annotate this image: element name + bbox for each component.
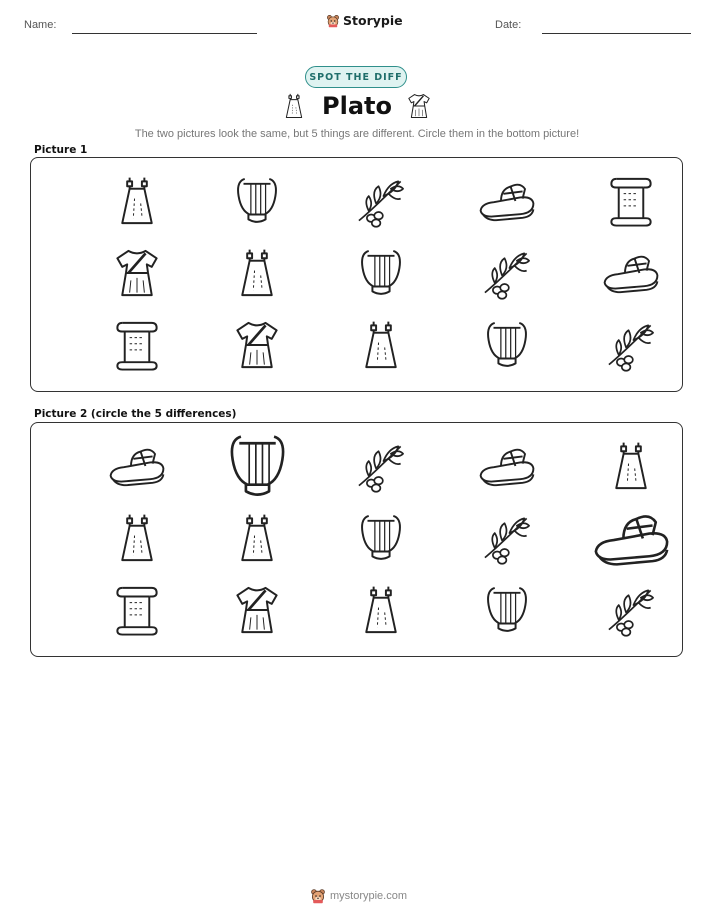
bear-icon: [310, 888, 326, 904]
sandal-icon[interactable]: [477, 439, 537, 493]
dress-icon: [107, 174, 167, 228]
picture-2-label: Picture 2 (circle the 5 differences): [34, 408, 237, 420]
date-label: Date:: [495, 19, 522, 31]
scroll-icon[interactable]: [107, 583, 167, 637]
instructions: The two pictures look the same, but 5 things are different. Circle them in the bottom picture!: [134, 128, 580, 140]
date-field[interactable]: [542, 33, 691, 34]
sandal-icon[interactable]: [591, 502, 672, 575]
sandal-icon: [601, 246, 661, 300]
page-title: Plato: [322, 92, 392, 120]
lyre-icon[interactable]: [477, 583, 537, 637]
dress-icon[interactable]: [227, 511, 287, 565]
lyre-icon[interactable]: [217, 430, 298, 503]
picture-1-label: Picture 1: [34, 144, 88, 156]
sandal-icon: [477, 174, 537, 228]
tunic-icon: [227, 318, 287, 372]
dress-icon[interactable]: [107, 511, 167, 565]
picture-1-panel: [30, 157, 683, 392]
lyre-icon: [477, 318, 537, 372]
scroll-icon: [601, 174, 661, 228]
sandal-icon[interactable]: [107, 439, 167, 493]
tunic-icon: [107, 246, 167, 300]
dress-icon[interactable]: [601, 439, 661, 493]
dress-icon: [351, 318, 411, 372]
spot-the-diff-badge: SPOT THE DIFF: [305, 66, 407, 88]
olive-branch-icon: [351, 174, 411, 228]
bear-icon: [326, 14, 340, 28]
brand-logo: [326, 13, 403, 28]
brand-name: Storypie: [343, 13, 403, 28]
lyre-icon: [351, 246, 411, 300]
olive-branch-icon[interactable]: [477, 511, 537, 565]
dress-icon[interactable]: [351, 583, 411, 637]
dress-icon: [227, 246, 287, 300]
olive-branch-icon: [601, 318, 661, 372]
scroll-icon: [107, 318, 167, 372]
olive-branch-icon[interactable]: [351, 439, 411, 493]
name-label: Name:: [24, 19, 57, 31]
lyre-icon: [227, 174, 287, 228]
olive-branch-icon[interactable]: [601, 583, 661, 637]
lyre-icon[interactable]: [351, 511, 411, 565]
olive-branch-icon: [477, 246, 537, 300]
name-field[interactable]: [72, 33, 257, 34]
tunic-icon[interactable]: [227, 583, 287, 637]
footer: [310, 888, 407, 904]
picture-2-panel[interactable]: [30, 422, 683, 657]
tunic-icon: [406, 92, 432, 120]
footer-url: mystorypie.com: [330, 890, 408, 902]
